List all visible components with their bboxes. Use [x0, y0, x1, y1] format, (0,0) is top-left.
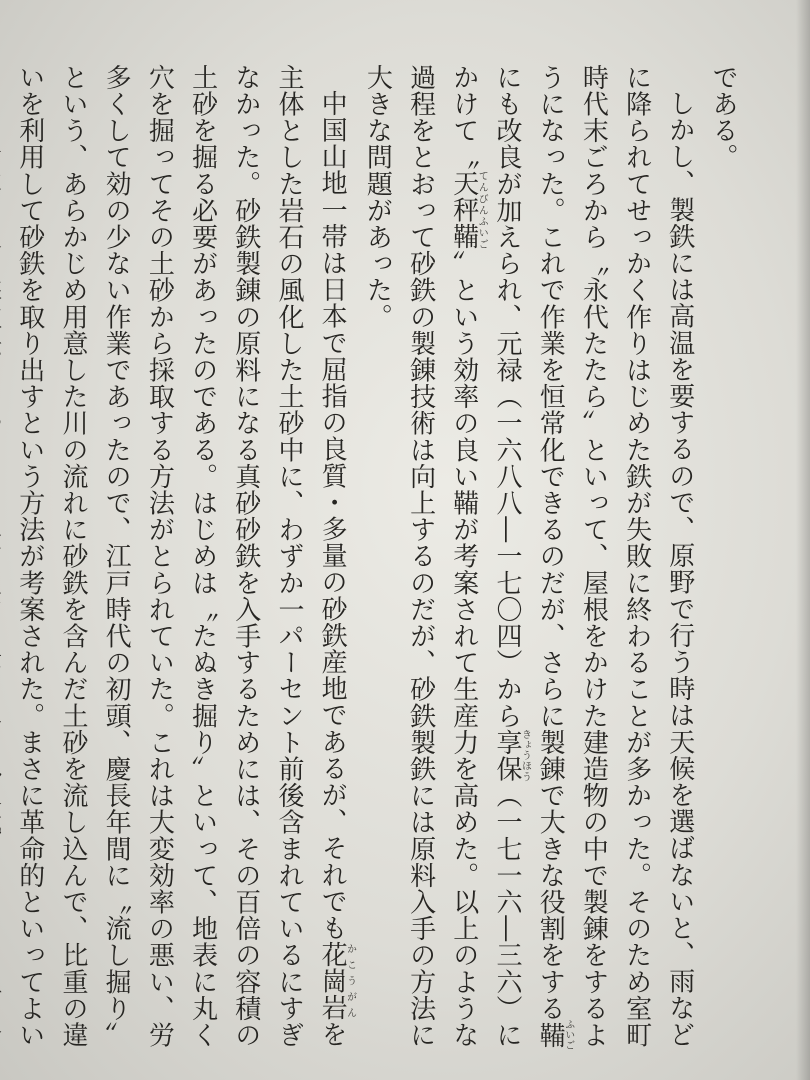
text-run: 〟という効率の良い鞴が考案されて生産力を高めた。以上のような過程をとおって砂鉄の製錬技術は向上するのだが、砂鉄製鉄には原料入手の方法に大きな問題があった。 [362, 64, 479, 1049]
text-run: にも改良が加えられ、元禄（一六八八―一七〇四）から [491, 64, 522, 729]
text-run: を主体とした岩石の風化した土砂中に、わずか一パーセント前後含まれているにすぎなかった。砂鉄製錬の原料になる真砂砂鉄を入手するためには、その百倍の容積の土砂を掘る必要があったのである。はじめは〝たぬき掘り〟といって、地表に丸く穴を掘ってその土砂から採取する方法がとられていた。これは大変効率の悪い、労多くして効の少ない作業であったので、江戸時代の初頭、慶長年間に〝流し掘り〟という、あらかじめ用意した川の流れに砂鉄を含んだ土砂を流し込んで、比重の違いを利用して砂鉄を取り出すという方法が考案された。まさに革命的といってよい [14, 64, 348, 1049]
ruby-annotation [491, 729, 531, 783]
ruby-reading: きょうほう [519, 729, 531, 783]
ruby-base: 天秤鞴 [448, 170, 479, 251]
ruby-base: 享保 [491, 729, 522, 783]
paragraph-3 [0, 64, 355, 1064]
ruby-annotation [317, 941, 356, 1022]
paragraph-2 [355, 64, 701, 1064]
text-run: 中国山地一帯は日本で屈指の良質・多量の砂鉄産地であるが、それでも [317, 90, 348, 942]
vertical-text-body [14, 64, 744, 1064]
text-run: である。 [708, 64, 738, 171]
ruby-annotation [448, 170, 488, 251]
paragraph-1 [701, 64, 744, 1064]
ruby-annotation [535, 1019, 574, 1051]
ruby-reading: てんびんふいご [476, 170, 488, 251]
text-run: しかし、製鉄には高温を要するので、原野で行う時は天候を選ばないと、雨などに降られてせっかく作りはじめた鉄が失敗に終わることが多かった。そのため室町時代末ごろから〝永代たたら〟といって、屋根をかけた建造物の中で製錬をするようになった。これで作業を恒常化できるのだが、さらに製錬で大きな役割をする [535, 64, 695, 1049]
ruby-reading: かこうがん [344, 941, 356, 1021]
text-run: （一七一六―三六）にかけて〝 [448, 64, 522, 1049]
ruby-base: 花崗岩 [317, 941, 348, 1022]
ruby-base: 鞴 [535, 1019, 566, 1051]
page-edge-shadow [796, 0, 810, 1080]
ruby-reading: ふいご [562, 1019, 574, 1051]
